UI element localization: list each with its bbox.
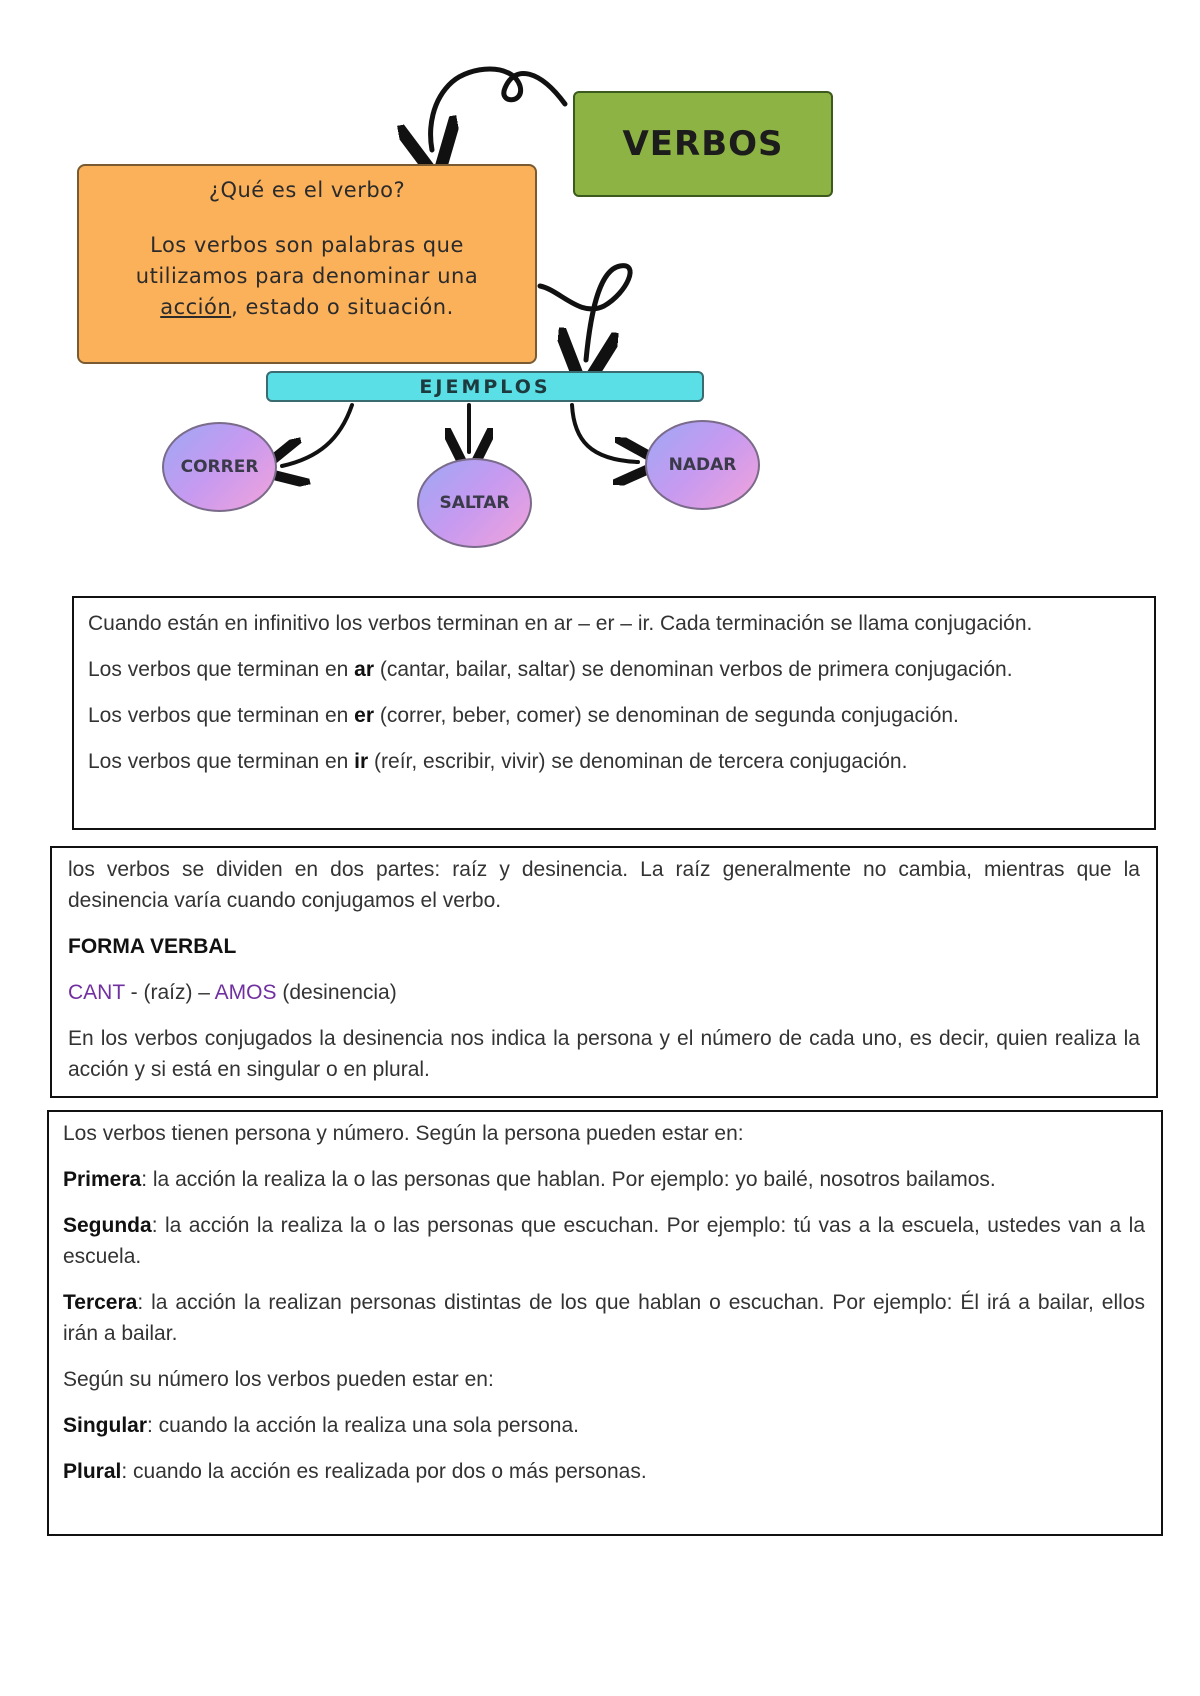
verb-concept-diagram — [0, 0, 1200, 560]
number-intro: Según su número los verbos pueden estar en: — [63, 1368, 494, 1391]
third-person-text: : la acción la realizan personas distintas de los que hablan o escuchan. Por ejemplo: Él irá a bailar, ellos irán a bailar. — [63, 1291, 1145, 1345]
definition-text — [79, 230, 535, 323]
person-number-panel — [47, 1110, 1163, 1536]
third-person — [63, 1287, 1145, 1349]
conjugations-panel — [72, 596, 1156, 830]
verb-form-heading-text: FORMA VERBAL — [68, 935, 237, 958]
arrow-to-correr — [282, 405, 352, 466]
second-person-label: Segunda — [63, 1214, 152, 1237]
second-conjugation-ending: er — [354, 704, 375, 727]
ending-explanation: En los verbos conjugados la desinencia nos indica la persona y el número de cada uno, es decir, quien realiza la acción y si está en singular o en plural. — [68, 1027, 1140, 1081]
example-bubble-nadar — [645, 420, 760, 510]
definition-box — [77, 164, 537, 364]
verb-ending-label: (desinencia) — [276, 981, 397, 1004]
arrow-title-to-definition — [431, 69, 565, 150]
verb-parts-panel — [50, 846, 1158, 1098]
example-bubble-saltar — [417, 458, 532, 548]
third-person-label: Tercera — [63, 1291, 138, 1314]
person-intro: Los verbos tienen persona y número. Según la persona pueden estar en: — [63, 1122, 744, 1145]
first-person — [63, 1164, 1145, 1195]
singular-text: : cuando la acción la realiza una sola persona. — [147, 1414, 579, 1437]
verb-parts-intro: los verbos se dividen en dos partes: raíz y desinencia. La raíz generalmente no cambia, mientras que la desinencia varía cuando conjugamos el verbo. — [68, 858, 1140, 912]
third-conjugation-post: (reír, escribir, vivir) se denominan de tercera conjugación. — [368, 750, 908, 773]
second-conjugation — [88, 700, 1140, 731]
arrow-definition-to-examples — [540, 266, 630, 360]
first-person-label: Primera — [63, 1168, 142, 1191]
definition-line-2: utilizamos para denominar una — [135, 264, 479, 288]
example-saltar: SALTAR — [439, 493, 510, 513]
verb-root-label: - (raíz) – — [124, 981, 215, 1004]
verb-ending: AMOS — [214, 981, 277, 1004]
verb-form-heading — [68, 931, 1140, 962]
definition-underlined-word: acción — [160, 295, 232, 319]
first-conjugation-post: (cantar, bailar, saltar) se denominan verbos de primera conjugación. — [374, 658, 1013, 681]
definition-question: ¿Qué es el verbo? — [208, 178, 406, 202]
second-conjugation-post: (correr, beber, comer) se denominan de segunda conjugación. — [374, 704, 959, 727]
verb-form-example — [68, 977, 1140, 1008]
definition-line-3 — [99, 292, 515, 323]
third-conjugation-ending: ir — [354, 750, 369, 773]
plural-label: Plural — [63, 1460, 122, 1483]
conjugations-intro: Cuando están en infinitivo los verbos terminan en ar – er – ir. Cada terminación se llama conjugación. — [88, 612, 1033, 635]
second-conjugation-pre: Los verbos que terminan en — [88, 704, 355, 727]
verbos-title-box — [573, 91, 833, 197]
plural — [63, 1456, 1145, 1487]
third-conjugation-pre: Los verbos que terminan en — [88, 750, 355, 773]
first-conjugation — [88, 654, 1140, 685]
first-conjugation-pre: Los verbos que terminan en — [88, 658, 355, 681]
definition-line-3-rest: , estado o situación. — [231, 295, 454, 319]
definition-line-1: Los verbos son palabras que — [150, 233, 464, 257]
example-correr: CORRER — [180, 457, 259, 477]
first-person-text: : la acción la realiza la o las personas que hablan. Por ejemplo: yo bailé, nosotros bailamos. — [141, 1168, 996, 1191]
examples-bar — [266, 371, 704, 402]
example-nadar: NADAR — [668, 455, 737, 475]
first-conjugation-ending: ar — [354, 658, 375, 681]
singular — [63, 1410, 1145, 1441]
third-conjugation — [88, 746, 1140, 777]
example-bubble-correr — [162, 422, 277, 512]
plural-text: : cuando la acción es realizada por dos o más personas. — [121, 1460, 647, 1483]
second-person — [63, 1210, 1145, 1272]
examples-label: EJEMPLOS — [419, 375, 551, 398]
arrow-to-nadar — [572, 405, 638, 462]
verb-root: CANT — [68, 981, 125, 1004]
singular-label: Singular — [63, 1414, 148, 1437]
diagram-title: VERBOS — [622, 124, 784, 164]
second-person-text: : la acción la realiza la o las personas que escuchan. Por ejemplo: tú vas a la escuela, ustedes van a la escuela. — [63, 1214, 1145, 1268]
